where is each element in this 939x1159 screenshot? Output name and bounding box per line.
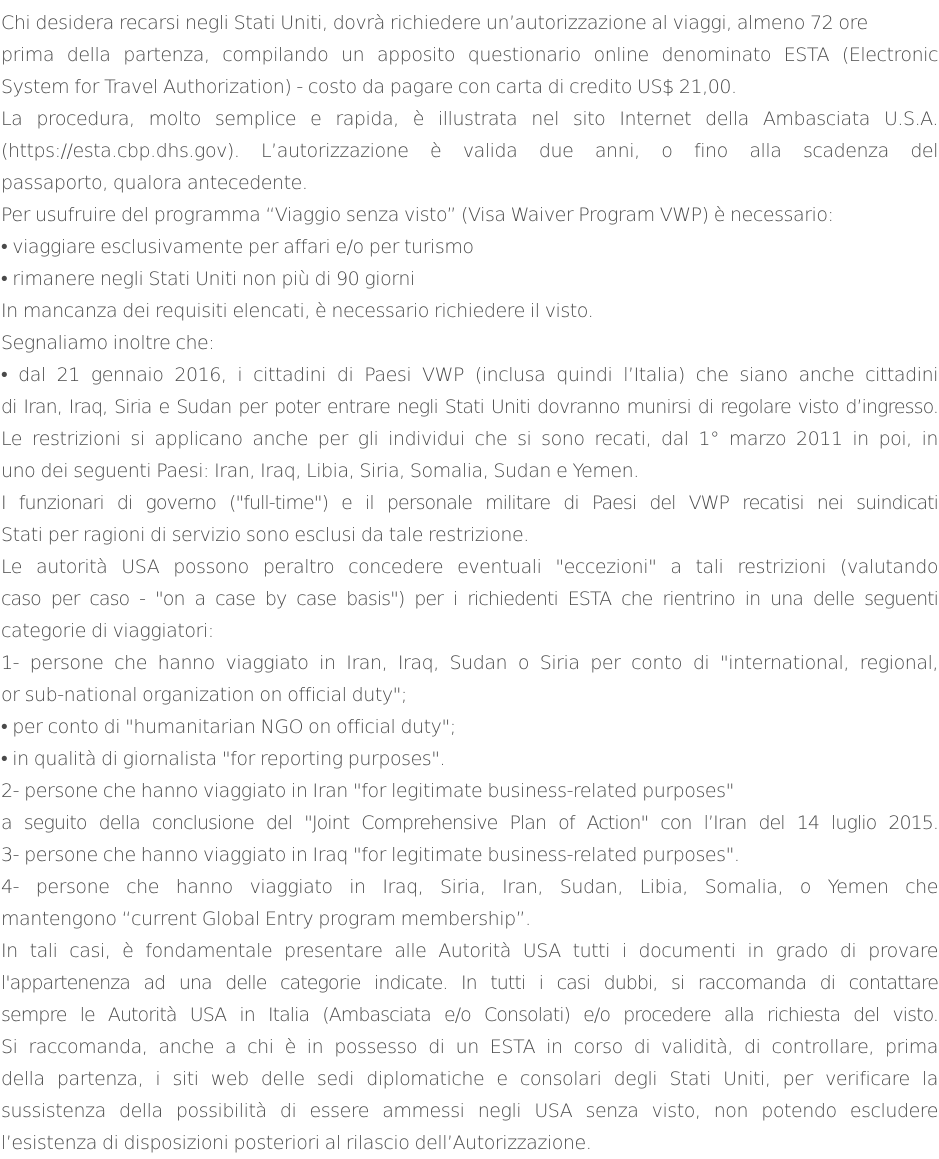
text-line: di Iran, Iraq, Siria e Sudan per poter entrare negli Stati Uniti dovranno munirsi di regolare visto d’ingresso. xyxy=(1,396,938,418)
text-line: Le restrizioni si applicano anche per gli individui che si sono recati, dal 1° marzo 2011 in poi, in xyxy=(1,428,938,450)
text-line: I funzionari di governo ("full-time") e il personale militare di Paesi del VWP recatisi nei suindicati xyxy=(1,492,938,514)
text-line: 4- persone che hanno viaggiato in Iraq, Siria, Iran, Sudan, Libia, Somalia, o Yemen che xyxy=(1,876,938,898)
text-line: sussistenza della possibilità di essere ammessi negli USA senza visto, non potendo escludere xyxy=(1,1100,938,1122)
text-line: passaporto, qualora antecedente. xyxy=(1,172,308,194)
text-line: • viaggiare esclusivamente per affari e/o per turismo xyxy=(1,236,474,258)
text-line: caso per caso - "on a case by case basis") per i richiedenti ESTA che rientrino in una delle seguenti xyxy=(1,588,938,610)
text-line: 1- persone che hanno viaggiato in Iran, Iraq, Sudan o Siria per conto di "international, regional, xyxy=(1,652,938,674)
text-line: In tali casi, è fondamentale presentare alle Autorità USA tutti i documenti in grado di provare xyxy=(1,940,938,962)
text-line: 2- persone che hanno viaggiato in Iran "for legitimate business-related purposes" xyxy=(1,780,734,802)
text-line: categorie di viaggiatori: xyxy=(1,620,214,642)
text-line: mantengono “current Global Entry program membership”. xyxy=(1,908,531,930)
text-line: prima della partenza, compilando un apposito questionario online denominato ESTA (Electronic xyxy=(1,44,938,66)
text-line: 3- persone che hanno viaggiato in Iraq "for legitimate business-related purposes". xyxy=(1,844,740,866)
text-line: sempre le Autorità USA in Italia (Ambasciata e/o Consolati) e/o procedere alla richiesta del visto. xyxy=(1,1004,938,1026)
text-line: Stati per ragioni di servizio sono esclusi da tale restrizione. xyxy=(1,524,529,546)
text-line: Si raccomanda, anche a chi è in possesso di un ESTA in corso di validità, di controllare, prima xyxy=(1,1036,938,1058)
text-line: Le autorità USA possono peraltro concedere eventuali "eccezioni" a tali restrizioni (valutando xyxy=(1,556,938,578)
text-line: Chi desidera recarsi negli Stati Uniti, dovrà richiedere un’autorizzazione al viaggi, almeno 72 ore xyxy=(1,12,868,34)
text-line: a seguito della conclusione del "Joint Comprehensive Plan of Action" con l’Iran del 14 luglio 2015. xyxy=(1,812,938,834)
text-line: • rimanere negli Stati Uniti non più di 90 giorni xyxy=(1,268,415,290)
text-line: Segnaliamo inoltre che: xyxy=(1,332,215,354)
text-line: l’esistenza di disposizioni posteriori al rilascio dell’Autorizzazione. xyxy=(1,1132,592,1154)
text-line: or sub-national organization on official duty"; xyxy=(1,684,407,706)
text-line: System for Travel Authorization) - costo da pagare con carta di credito US$ 21,00. xyxy=(1,76,737,98)
text-line: • per conto di "humanitarian NGO on official duty"; xyxy=(1,716,456,738)
text-line: uno dei seguenti Paesi: Iran, Iraq, Libia, Siria, Somalia, Sudan e Yemen. xyxy=(1,460,639,482)
text-line: • dal 21 gennaio 2016, i cittadini di Paesi VWP (inclusa quindi l’Italia) che siano anche cittadini xyxy=(1,364,938,386)
text-line: In mancanza dei requisiti elencati, è necessario richiedere il visto. xyxy=(1,300,594,322)
text-line: • in qualità di giornalista "for reporting purposes". xyxy=(1,748,446,770)
text-line: l'appartenenza ad una delle categorie indicate. In tutti i casi dubbi, si raccomanda di contattare xyxy=(1,972,938,994)
text-line: (https://esta.cbp.dhs.gov). L’autorizzazione è valida due anni, o fino alla scadenza del xyxy=(1,140,938,162)
text-line: La procedura, molto semplice e rapida, è illustrata nel sito Internet della Ambasciata U.S.A. xyxy=(1,108,938,130)
text-line: Per usufruire del programma “Viaggio senza visto” (Visa Waiver Program VWP) è necessario: xyxy=(1,204,834,226)
text-line: della partenza, i siti web delle sedi diplomatiche e consolari degli Stati Uniti, per verificare la xyxy=(1,1068,938,1090)
